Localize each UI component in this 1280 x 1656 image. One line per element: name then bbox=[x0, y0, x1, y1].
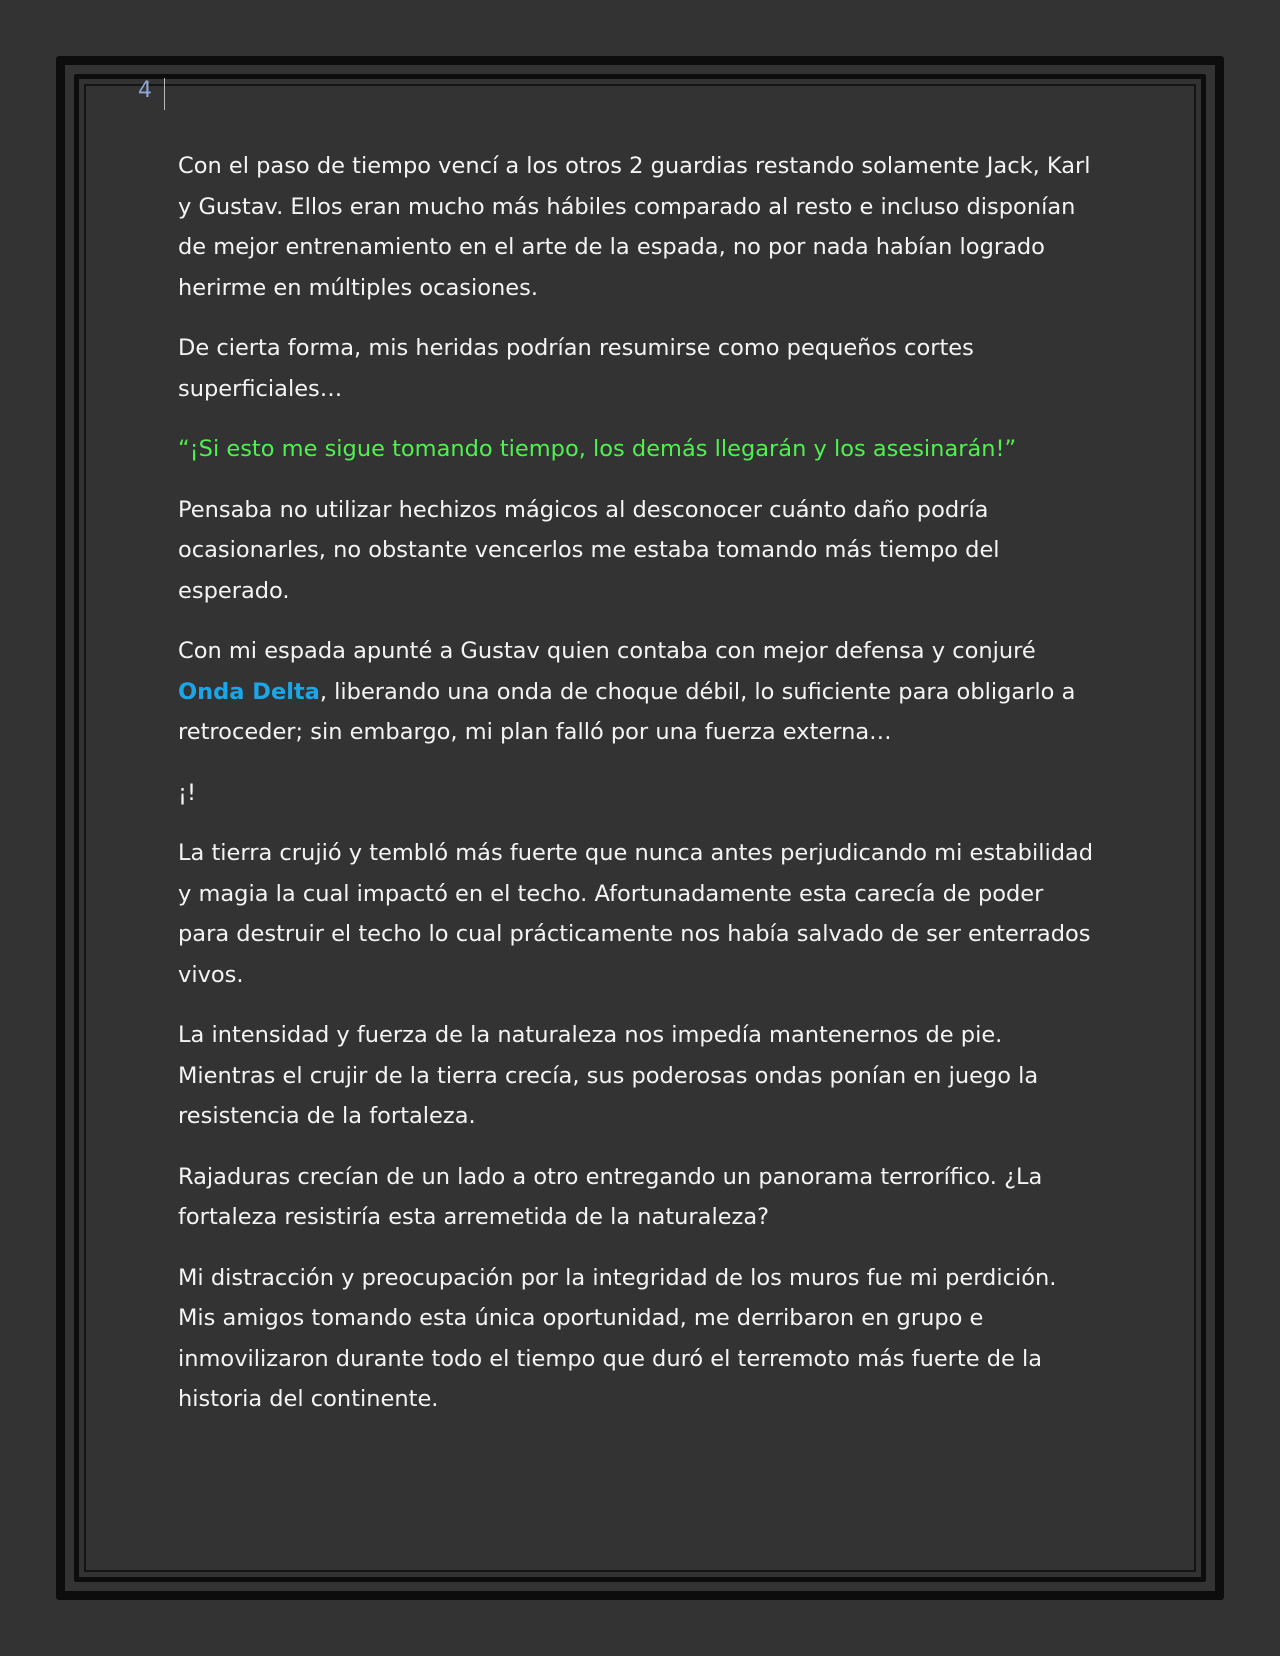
paragraph: ¡! bbox=[178, 779, 197, 806]
paragraph: Rajaduras crecían de un lado a otro entregando un panorama terrorífico. ¿La fortaleza resistiría esta arremetida de la naturaleza? bbox=[178, 1163, 1043, 1230]
paragraph: Mi distracción y preocupación por la integridad de los muros fue mi perdición. Mis amigos tomando esta única oportunidad, me derribaron en grupo e inmovilizaron durante todo el tiempo que duró el terremoto más fuerte de la historia del continente. bbox=[178, 1264, 1057, 1412]
paragraph-with-spell bbox=[178, 631, 1098, 753]
paragraph: De cierta forma, mis heridas podrían resumirse como pequeños cortes superficiales… bbox=[178, 335, 974, 402]
page-number-divider bbox=[164, 78, 165, 110]
paragraph: Pensaba no utilizar hechizos mágicos al desconocer cuánto daño podría ocasionarles, no obstante vencerlos me estaba tomando más tiempo del esperado. bbox=[178, 496, 1000, 604]
dialogue-line: “¡Si esto me sigue tomando tiempo, los demás llegarán y los asesinarán!” bbox=[178, 436, 1017, 462]
spell-text-after: , liberando una onda de choque débil, lo suficiente para obligarlo a retroceder; sin embargo, mi plan falló por una fuerza externa… bbox=[178, 678, 1076, 745]
paragraph: La tierra crujió y tembló más fuerte que nunca antes perjudicando mi estabilidad y magia la cual impactó en el techo. Afortunadamente esta carecía de poder para destruir el techo lo cual prácticamente nos había salvado de ser enterrados vivos. bbox=[178, 840, 1094, 988]
paragraph: La intensidad y fuerza de la naturaleza nos impedía mantenernos de pie. Mientras el crujir de la tierra crecía, sus poderosas ondas ponían en juego la resistencia de la fortaleza. bbox=[178, 1022, 1039, 1129]
page-number: 4 bbox=[138, 78, 152, 103]
spell-name: Onda Delta bbox=[178, 678, 320, 705]
spell-text-before: Con mi espada apunté a Gustav quien contaba con mejor defensa y conjuré bbox=[178, 638, 1036, 664]
story-text bbox=[178, 146, 1098, 1440]
paragraph: Con el paso de tiempo vencí a los otros 2 guardias restando solamente Jack, Karl y Gustav. Ellos eran mucho más hábiles comparado al resto e incluso disponían de mejor entrenamiento en el arte de la espada, no por nada habían logrado herirme en múltiples ocasiones. bbox=[178, 153, 1091, 301]
